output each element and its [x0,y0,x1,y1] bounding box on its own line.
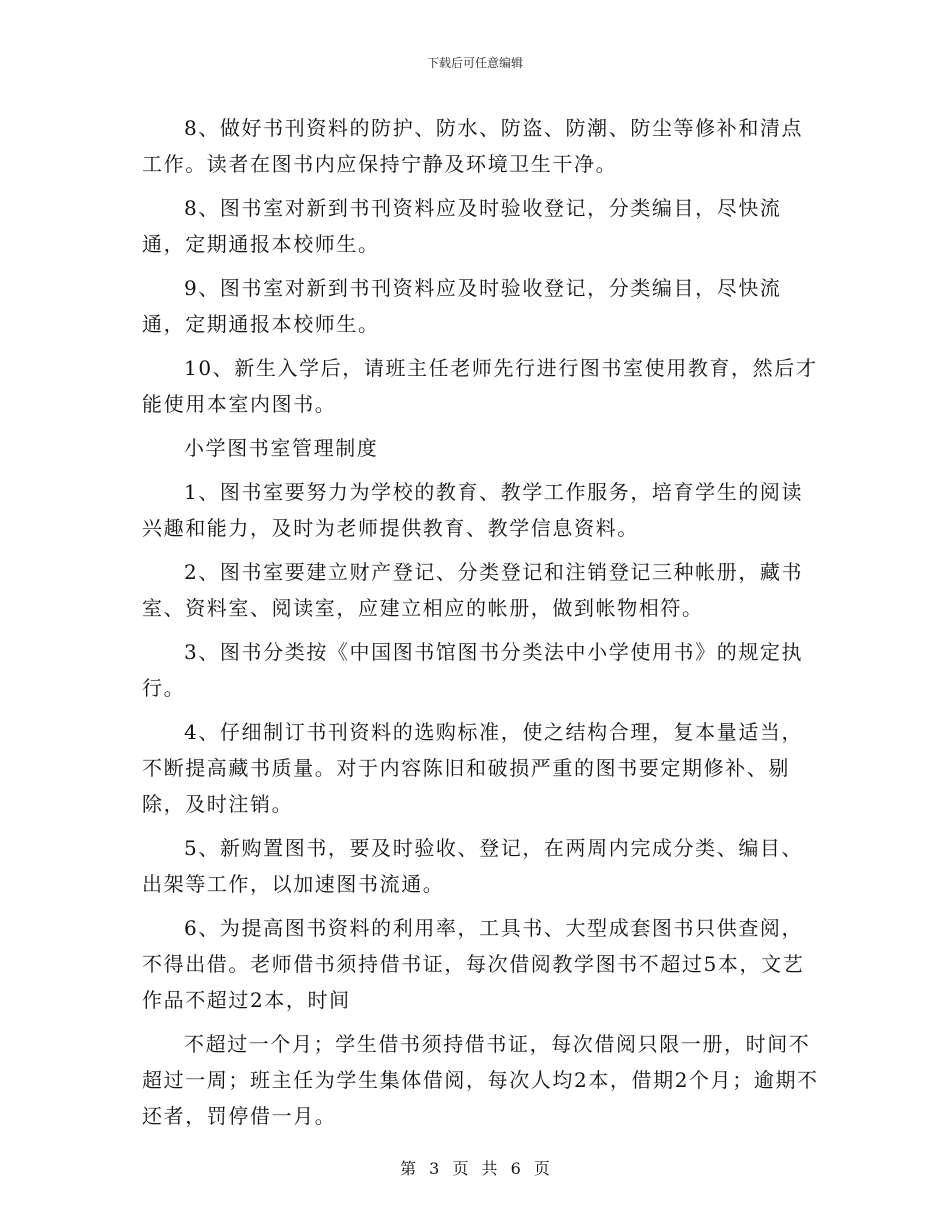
section-title: 小学图书室管理制度 [184,436,379,460]
rule-item-6: 6、为提高图书资料的利用率，工具书、大型成套图书只供查阅，不得出借。老师借书须持借书证，每次借阅教学图书不超过5本，文艺作品不超过2本，时间 [142,916,805,1012]
rule-item-5: 5、新购置图书，要及时验收、登记，在两周内完成分类、编目、出架等工作，以加速图书流通。 [142,836,804,896]
paragraph-item-8-protection: 8、做好书刊资料的防护、防水、防盗、防潮、防尘等修补和清点工作。读者在图书内应保持宁静及环境卫生干净。 [142,116,804,176]
paragraph-item-8-registration: 8、图书室对新到书刊资料应及时验收登记，分类编目，尽快流通，定期通报本校师生。 [142,196,782,256]
document-body [142,110,822,1142]
paragraph-item-10-new-students: 10、新生入学后，请班主任老师先行进行图书室使用教育，然后才能使用本室内图书。 [142,356,818,416]
rule-item-2: 2、图书室要建立财产登记、分类登记和注销登记三种帐册，藏书室、资料室、阅读室，应建立相应的帐册，做到帐物相符。 [142,560,804,620]
rule-item-6-continued: 不超过一个月；学生借书须持借书证，每次借阅只限一册，时间不超过一周；班主任为学生集体借阅，每次人均2本，借期2个月；逾期不还者，罚停借一月。 [142,1032,819,1128]
paragraph-item-9-registration: 9、图书室对新到书刊资料应及时验收登记，分类编目，尽快流通，定期通报本校师生。 [142,276,782,336]
rule-item-4: 4、仔细制订书刊资料的选购标准，使之结构合理，复本量适当，不断提高藏书质量。对于内容陈旧和破损严重的图书要定期修补、剔除，及时注销。 [142,720,804,816]
rule-item-3: 3、图书分类按《中国图书馆图书分类法中小学使用书》的规定执行。 [142,640,804,700]
rule-item-1: 1、图书室要努力为学校的教育、教学工作服务，培育学生的阅读兴趣和能力，及时为老师提供教育、教学信息资料。 [142,480,804,540]
page-number-footer: 第 3 页 共 6 页 [400,1159,550,1178]
page-header: 下载后可任意编辑 [426,56,523,70]
